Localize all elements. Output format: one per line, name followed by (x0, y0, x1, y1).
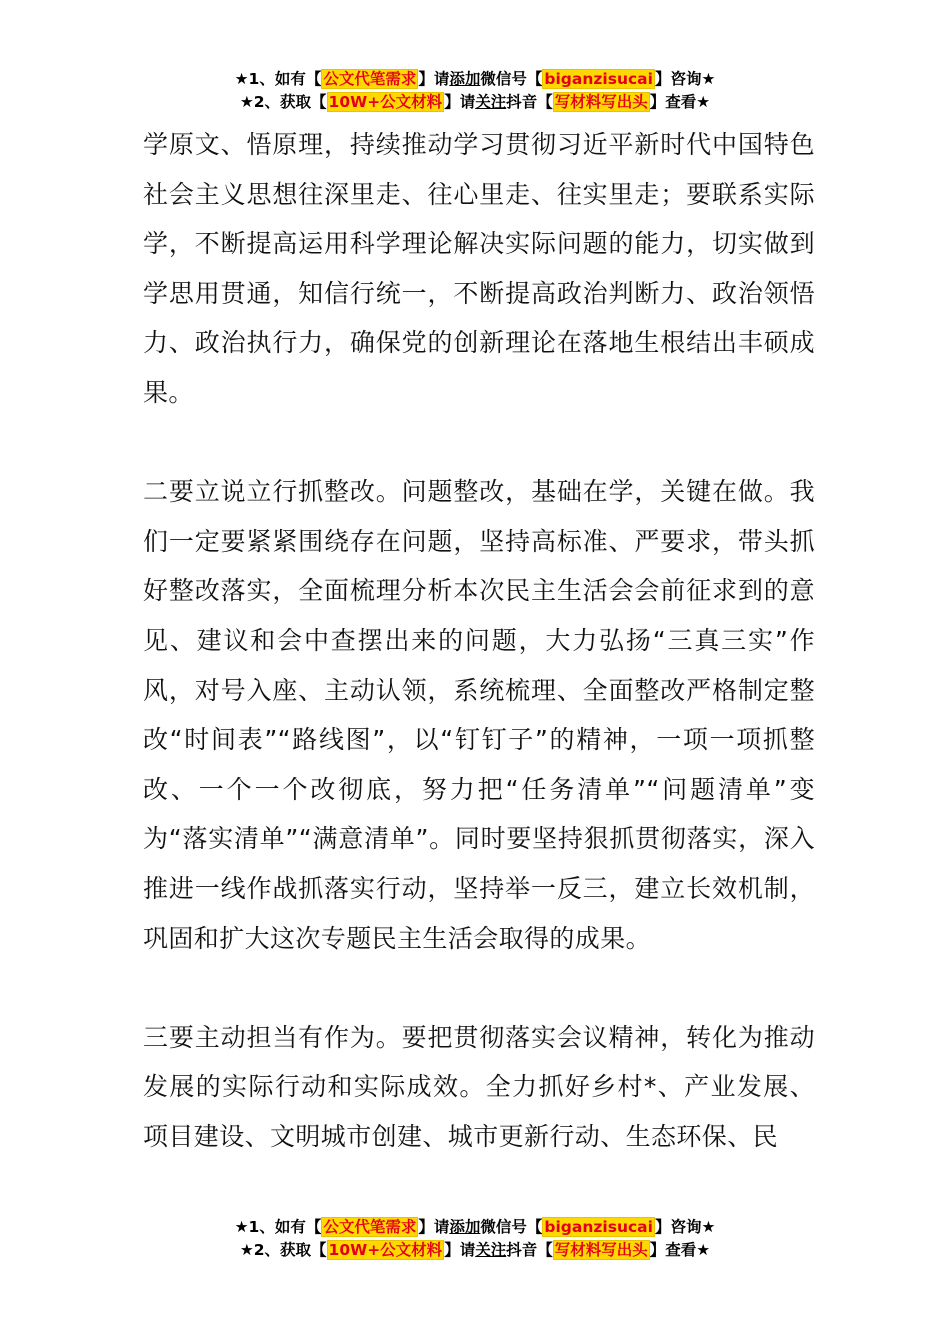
promo-text: ★1、如有【 (234, 70, 322, 88)
promo-text: 】查看★ (649, 93, 711, 111)
promo-text: 】请 (444, 1241, 476, 1259)
promo-text: 】请 (444, 93, 476, 111)
promo-highlight: biganzisucai (544, 1218, 653, 1236)
promo-text: 】查看★ (649, 1241, 711, 1259)
promo-line-2 (0, 91, 950, 114)
promo-text: 】请 (418, 70, 450, 88)
promo-text: ★2、获取【 (239, 93, 327, 111)
paragraph-3: 三要主动担当有作为。要把贯彻落实会议精神，转化为推动发展的实际行动和实际成效。全力抓好乡村*、产业发展、项目建设、文明城市创建、城市更新行动、生态环保、民 (143, 1022, 815, 1151)
promo-text: 微信号【 (480, 1218, 543, 1236)
promo-highlight: 10W+公文材料 (328, 1241, 443, 1259)
promo-text: 】咨询★ (654, 1218, 716, 1236)
promo-underlined: 添加 (449, 1218, 481, 1236)
promo-text: ★2、获取【 (239, 1241, 327, 1259)
promo-highlight: biganzisucai (544, 70, 653, 88)
header-promo-banner (0, 68, 950, 114)
promo-highlight: 公文代笔需求 (323, 70, 417, 88)
promo-highlight: 10W+公文材料 (328, 93, 443, 111)
promo-underlined: 关注 (475, 1241, 507, 1259)
promo-line-1 (0, 68, 950, 91)
promo-text: 】咨询★ (654, 70, 716, 88)
promo-underlined: 关注 (475, 93, 507, 111)
promo-line-2 (0, 1239, 950, 1262)
promo-underlined: 添加 (449, 70, 481, 88)
promo-highlight: 写材料写出头 (554, 93, 648, 111)
paragraph-1: 学原文、悟原理，持续推动学习贯彻习近平新时代中国特色社会主义思想往深里走、往心里走、往实里走；要联系实际学，不断提高运用科学理论解决实际问题的能力，切实做到学思用贯通，知信行统一，不断提高政治判断力、政治领悟力、政治执行力，确保党的创新理论在落地生根结出丰硕成果。 (143, 130, 815, 407)
promo-text: 】请 (418, 1218, 450, 1236)
paragraph-2: 二要立说立行抓整改。问题整改，基础在学，关键在做。我们一定要紧紧围绕存在问题，坚持高标准、严要求，带头抓好整改落实，全面梳理分析本次民主生活会会前征求到的意见、建议和会中查摆出来的问题，大力弘扬“三真三实”作风，对号入座、主动认领，系统梳理、全面整改严格制定整改“时间表”“路线图”，以“钉钉子”的精神，一项一项抓整改、一个一个改彻底，努力把“任务清单”“问题清单”变为“落实清单”“满意清单”。同时要坚持狠抓贯彻落实，深入推进一线作战抓落实行动，坚持举一反三，建立长效机制，巩固和扩大这次专题民主生活会取得的成果。 (143, 477, 815, 953)
promo-highlight: 写材料写出头 (554, 1241, 648, 1259)
document-body (143, 120, 815, 1161)
footer-promo-banner (0, 1216, 950, 1262)
promo-line-1 (0, 1216, 950, 1239)
promo-text: ★1、如有【 (234, 1218, 322, 1236)
promo-text: 抖音【 (506, 93, 553, 111)
promo-highlight: 公文代笔需求 (323, 1218, 417, 1236)
promo-text: 抖音【 (506, 1241, 553, 1259)
promo-text: 微信号【 (480, 70, 543, 88)
